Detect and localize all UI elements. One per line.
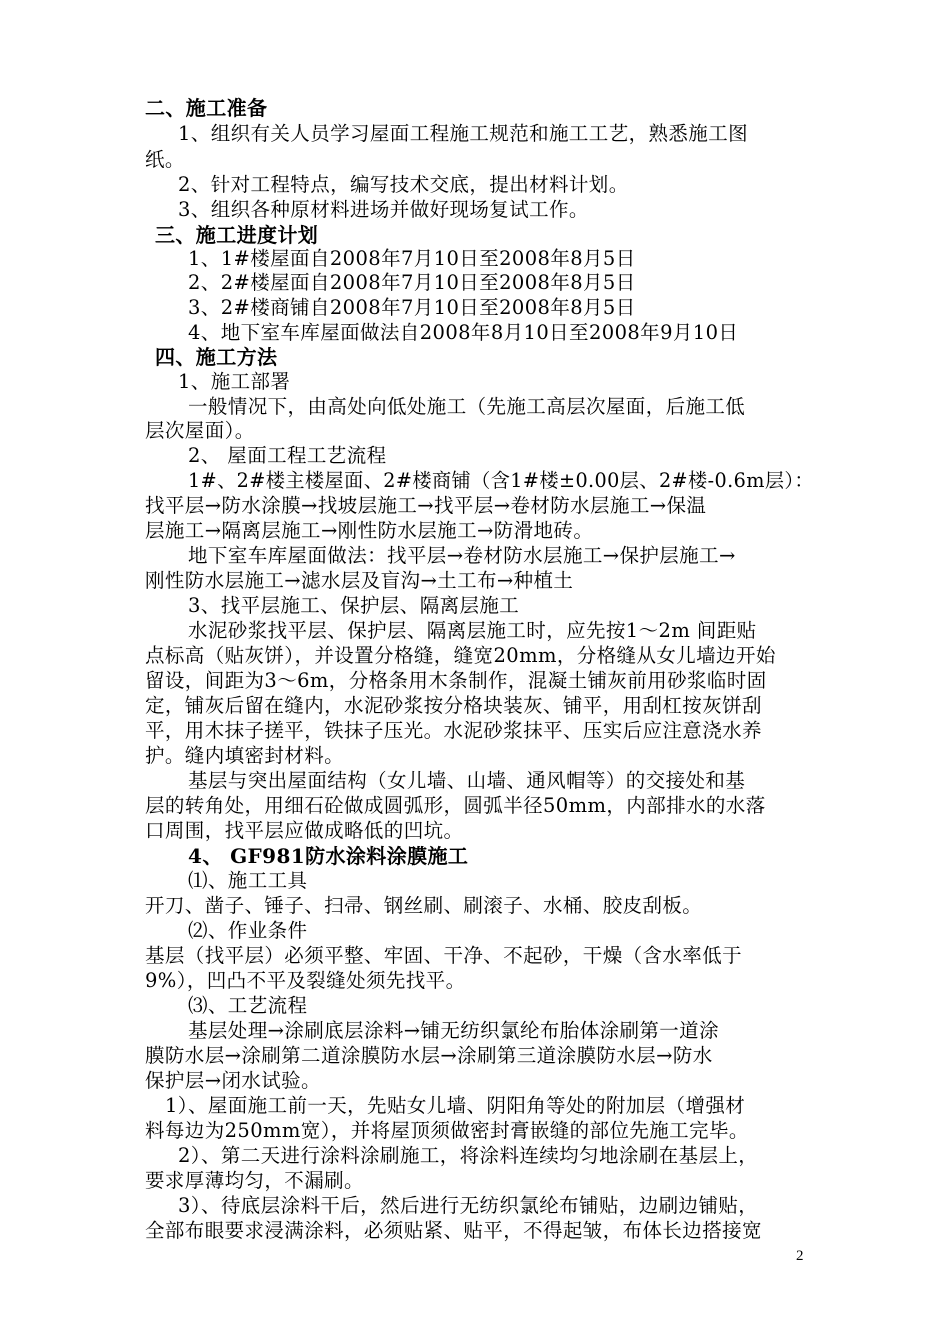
subheading: 3、找平层施工、保护层、隔离层施工	[188, 594, 520, 617]
paragraph-line: 水泥砂浆找平层、保护层、隔离层施工时，应先按1～2m 间距贴	[188, 619, 757, 642]
subheading-bold: 4、 GF981防水涂料涂膜施工	[188, 844, 469, 868]
paragraph-line: 一般情况下，由高处向低处施工（先施工高层次屋面，后施工低	[188, 395, 746, 418]
paragraph-line: 全部布眼要求浸满涂料，必须贴紧、贴平，不得起皱，布体长边搭接宽	[145, 1219, 762, 1242]
paragraph-line: 开刀、凿子、锤子、扫帚、钢丝刷、刷滚子、水桶、胶皮刮板。	[145, 894, 703, 917]
paragraph-line: 3、组织各种原材料进场并做好现场复试工作。	[178, 198, 589, 221]
paragraph-line: 膜防水层→涂刷第二道涂膜防水层→涂刷第三道涂膜防水层→防水	[145, 1044, 713, 1067]
schedule-line: 4、地下室车库屋面做法自2008年8月10日至2008年9月10日	[188, 321, 739, 344]
schedule-line: 2、2#楼屋面自2008年7月10日至2008年8月5日	[188, 271, 636, 294]
subheading: ⑵、作业条件	[188, 919, 308, 942]
subheading: 1、施工部署	[178, 370, 291, 393]
paragraph-line: 点标高（贴灰饼），并设置分格缝，缝宽20mm，分格缝从女儿墙边开始	[145, 644, 776, 667]
paragraph-line: 基层与突出屋面结构（女儿墙、山墙、通风帽等）的交接处和基	[188, 769, 746, 792]
paragraph-line: 口周围，找平层应做成略低的凹坑。	[145, 819, 464, 842]
paragraph-line: 1）、屋面施工前一天，先贴女儿墙、阴阳角等处的附加层（增强材	[165, 1094, 746, 1117]
paragraph-line: 护。缝内填密封材料。	[145, 744, 345, 767]
paragraph-line: 基层处理→涂刷底层涂料→铺无纺织氯纶布胎体涂刷第一道涂	[188, 1019, 719, 1042]
paragraph-line: 料每边为250mm宽），并将屋顶须做密封膏嵌缝的部位先施工完毕。	[145, 1119, 749, 1142]
paragraph-line: 基层（找平层）必须平整、牢固、干净、不起砂，干燥（含水率低于	[145, 944, 743, 967]
heading-section-2: 二、施工准备	[145, 96, 268, 120]
subheading: ⑶、工艺流程	[188, 994, 308, 1017]
paragraph-line: 刚性防水层施工→滤水层及盲沟→土工布→种植土	[145, 569, 574, 592]
schedule-line: 1、1#楼屋面自2008年7月10日至2008年8月5日	[188, 247, 636, 270]
subheading: 2、 屋面工程工艺流程	[188, 444, 387, 467]
paragraph-line: 2、针对工程特点，编写技术交底，提出材料计划。	[178, 173, 629, 196]
paragraph-line: 留设，间距为3～6m，分格条用木条制作，混凝土铺灰前用砂浆临时固	[145, 669, 767, 692]
paragraph-line: 层的转角处，用细石砼做成圆弧形，圆弧半径50mm，内部排水的水落	[145, 794, 766, 817]
paragraph-line: 要求厚薄均匀，不漏刷。	[145, 1169, 364, 1192]
paragraph-line: 2）、第二天进行涂料涂刷施工，将涂料连续均匀地涂刷在基层上，	[178, 1144, 759, 1167]
heading-section-3: 三、施工进度计划	[155, 223, 319, 247]
paragraph-line: 平，用木抹子搓平，铁抹子压光。水泥砂浆抹平、压实后应注意浇水养	[145, 719, 762, 742]
heading-section-4: 四、施工方法	[155, 345, 278, 369]
paragraph-line: 纸。	[145, 148, 185, 171]
page-number: 2	[796, 1248, 804, 1264]
paragraph-line: 9%），凹凸不平及裂缝处须先找平。	[145, 969, 466, 992]
schedule-line: 3、2#楼商铺自2008年7月10日至2008年8月5日	[188, 296, 636, 319]
paragraph-line: 1#、2#楼主楼屋面、2#楼商铺（含1#楼±0.00层、2#楼-0.6m层）：	[188, 469, 814, 492]
paragraph-line: 保护层→闭水试验。	[145, 1069, 321, 1092]
paragraph-line: 层施工→隔离层施工→刚性防水层施工→防滑地砖。	[145, 519, 594, 542]
paragraph-line: 地下室车库屋面做法：找平层→卷材防水层施工→保护层施工→	[188, 544, 736, 567]
paragraph-line: 层次屋面）。	[145, 419, 255, 442]
subheading: ⑴、施工工具	[188, 869, 308, 892]
paragraph-line: 3）、待底层涂料干后，然后进行无纺织氯纶布铺贴，边刷边铺贴，	[178, 1194, 759, 1217]
paragraph-line: 定，铺灰后留在缝内，水泥砂浆按分格块装灰、铺平，用刮杠按灰饼刮	[145, 694, 762, 717]
paragraph-line: 1、组织有关人员学习屋面工程施工规范和施工工艺，熟悉施工图	[178, 122, 749, 145]
paragraph-line: 找平层→防水涂膜→找坡层施工→找平层→卷材防水层施工→保温	[145, 494, 707, 517]
